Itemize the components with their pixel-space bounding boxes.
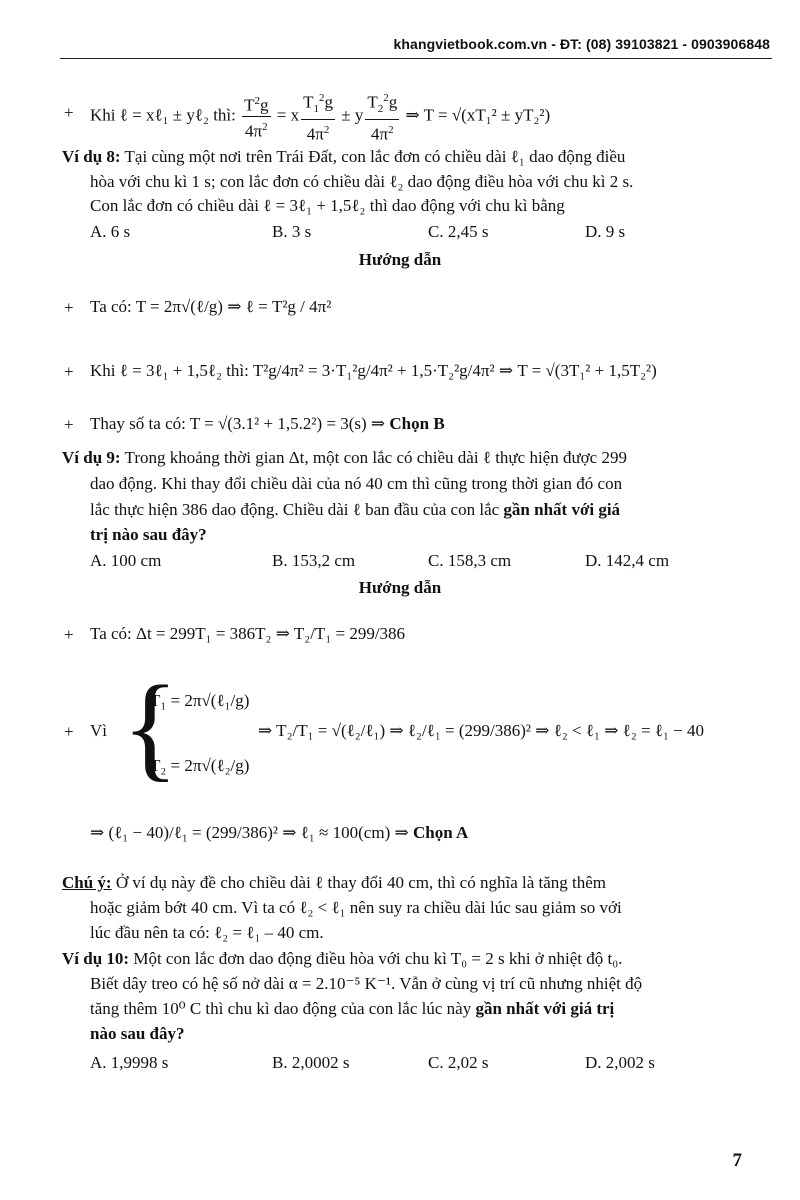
ex10-option-b: B. 2,0002 s <box>272 1053 350 1072</box>
ex8-option-b: B. 3 s <box>272 222 312 241</box>
ex8-line1 <box>62 146 625 168</box>
ex9-option-b: B. 153,2 cm <box>272 551 356 570</box>
ex9-option-c: C. 158,3 cm <box>428 551 512 570</box>
system-brace: { <box>122 661 179 792</box>
ex9-step3 <box>90 822 468 844</box>
ex8-line2: hòa với chu kì 1 s; con lắc đơn có chiều dài ℓ₂ dao động điều hòa với chu kì 2 s. <box>90 172 634 191</box>
ex10-option-c: C. 2,02 s <box>428 1053 489 1072</box>
ex9-line4: trị nào sau đây? <box>90 525 207 544</box>
ex9-answer: Chọn A <box>412 823 469 842</box>
ex10-label: Ví dụ 10: <box>62 949 130 968</box>
ex8-step3-lead: Thay số ta có: T = √(3.1² + 1,5.2²) = 3(s) ⇒ <box>90 414 386 433</box>
ex8-option-d: D. 9 s <box>585 222 626 241</box>
page-header: khangvietbook.com.vn - ĐT: (08) 39103821 - 0903906848 <box>393 36 770 52</box>
ex9-vi: Vì <box>90 721 107 740</box>
note-line2: hoặc giảm bớt 40 cm. Vì ta có ℓ₂ < ℓ₁ nên suy ra chiều dài lúc sau giảm so với <box>90 898 622 917</box>
formula-top: Khi ℓ = xℓ₁ ± yℓ₂ thì: $\frac{T^2g}{4\pi^2}$ = x $\frac{T_1^2g}{4\pi^2}$ ± y $\frac{T_2^2g}{4\pi^2}$ ⇒ T = √(xT₁² ± yT₂²) <box>90 88 550 145</box>
note-line1 <box>62 872 606 894</box>
ex10-line1 <box>62 948 622 970</box>
formula-top-result: ⇒ T = √(xT₁² ± yT₂²) <box>405 105 551 125</box>
ex8-guide-title: Hướng dẫn <box>358 250 442 269</box>
note-text1: Ở ví dụ này đề cho chiều dài ℓ thay đổi 40 cm, thì có nghĩa là tăng thêm <box>115 873 607 892</box>
ex8-option-c: C. 2,45 s <box>428 222 489 241</box>
ex10-line4: nào sau đây? <box>90 1024 185 1043</box>
note-line3: lúc đầu nên ta có: ℓ₂ = ℓ₁ – 40 cm. <box>90 923 324 942</box>
ex8-step1: Ta có: T = 2π√(ℓ/g) ⇒ ℓ = T²g / 4π² <box>90 297 332 316</box>
ex9-line2: dao động. Khi thay đổi chiều dài của nó 40 cm thì cũng trong thời gian đó con <box>90 474 623 493</box>
ex8-text1: Tại cùng một nơi trên Trái Đất, con lắc đơn có chiều dài ℓ₁ dao động điều <box>124 147 626 166</box>
ex8-label: Ví dụ 8: <box>62 147 121 166</box>
ex9-text3-plain: lắc thực hiện 386 dao động. Chiều dài ℓ ban đầu của con lắc <box>90 500 500 519</box>
ex10-option-a: A. 1,9998 s <box>90 1053 169 1072</box>
ex10-option-d: D. 2,002 s <box>585 1053 655 1072</box>
ex10-line2: Biết dây treo có hệ số nở dài α = 2.10⁻⁵ K⁻¹. Vẫn ở cùng vị trí cũ nhưng nhiệt độ <box>90 974 643 993</box>
page-number: 7 <box>732 1150 742 1171</box>
note-label: Chú ý: <box>62 873 112 892</box>
ex9-step3-lead: ⇒ (ℓ₁ − 40)/ℓ₁ = (299/386)² ⇒ ℓ₁ ≈ 100(cm) ⇒ <box>90 823 409 842</box>
ex8-option-a: A. 6 s <box>90 222 131 241</box>
ex9-guide-title: Hướng dẫn <box>358 578 442 597</box>
ex8-line3: Con lắc đơn có chiều dài ℓ = 3ℓ₁ + 1,5ℓ₂ thì dao động với chu kì bằng <box>90 196 565 215</box>
ex9-line1 <box>62 447 627 469</box>
ex10-text1: Một con lắc đơn dao động điều hòa với chu kì T₀ = 2 s khi ở nhiệt độ t₀. <box>133 949 623 968</box>
ex9-line3 <box>90 499 620 521</box>
ex8-step2: Khi ℓ = 3ℓ₁ + 1,5ℓ₂ thì: T²g/4π² = 3·T₁²g/4π² + 1,5·T₂²g/4π² ⇒ T = √(3T₁² + 1,5T₂²) <box>90 361 657 380</box>
header-rule <box>60 58 772 59</box>
ex10-text3-bold: gần nhất với giá trị <box>475 999 615 1018</box>
ex9-step1: Ta có: Δt = 299T₁ = 386T₂ ⇒ T₂/T₁ = 299/386 <box>90 624 406 643</box>
ex10-text3-plain: tăng thêm 10⁰ C thì chu kì dao động của con lắc lúc này <box>90 999 472 1018</box>
ex8-step3 <box>90 413 445 435</box>
ex9-text1: Trong khoảng thời gian Δt, một con lắc có chiều dài ℓ thực hiện được 299 <box>124 448 627 467</box>
ex9-label: Ví dụ 9: <box>62 448 121 467</box>
ex8-answer: Chọn B <box>389 414 445 433</box>
ex9-step2-result: ⇒ T₂/T₁ = √(ℓ₂/ℓ₁) ⇒ ℓ₂/ℓ₁ = (299/386)² ⇒ ℓ₂ < ℓ₁ ⇒ ℓ₂ = ℓ₁ − 40 <box>258 721 705 740</box>
ex9-option-d: D. 142,4 cm <box>585 551 670 570</box>
bullet: + <box>64 103 74 122</box>
ex9-sys1: T₁ = 2π√(ℓ₁/g) <box>150 691 250 710</box>
ex10-line3 <box>90 998 614 1020</box>
ex9-option-a: A. 100 cm <box>90 551 162 570</box>
formula-top-lead: Khi ℓ = xℓ₁ ± yℓ₂ thì: <box>90 105 236 125</box>
ex9-sys2: T₂ = 2π√(ℓ₂/g) <box>150 756 250 775</box>
ex9-text3-bold: gần nhất với giá <box>503 500 621 519</box>
